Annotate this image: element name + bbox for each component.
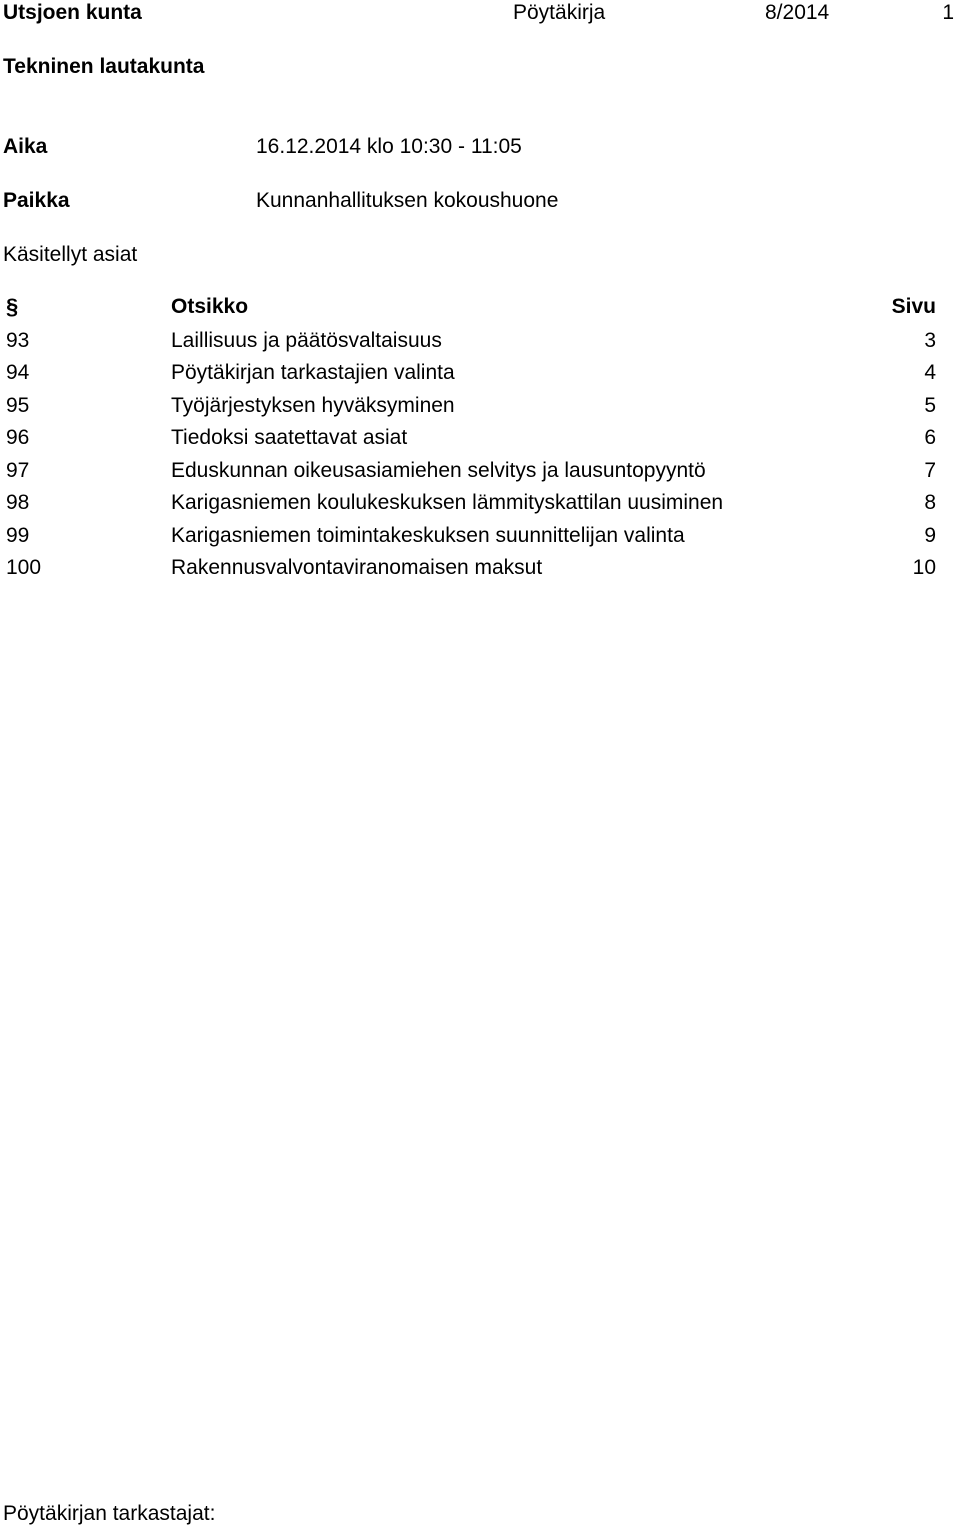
page-reference: 4 xyxy=(924,361,936,384)
time-value: 16.12.2014 klo 10:30 - 11:05 xyxy=(256,135,522,158)
agenda-table xyxy=(0,295,946,589)
section-number: 95 xyxy=(6,393,30,417)
page-reference: 8 xyxy=(924,491,936,514)
table-body xyxy=(0,329,946,581)
document-number: 8/2014 xyxy=(765,1,830,24)
agenda-item-title: Rakennusvalvontaviranomaisen maksut xyxy=(171,556,543,579)
section-column-header xyxy=(0,295,171,320)
table-header-row xyxy=(0,295,946,320)
document-type: Pöytäkirja xyxy=(513,1,606,24)
time-label: Aika xyxy=(3,135,48,158)
table-row xyxy=(0,491,946,515)
table-row xyxy=(0,459,946,483)
agenda-item-title: Karigasniemen toimintakeskuksen suunnittelijan valinta xyxy=(171,523,685,547)
agenda-item-title: Tiedoksi saatettavat asiat xyxy=(171,426,408,449)
table-row xyxy=(0,394,946,418)
section-sign-icon: § xyxy=(6,294,19,319)
page-reference: 10 xyxy=(912,556,936,579)
title-column-header: Otsikko xyxy=(171,295,249,318)
page-number: 1 xyxy=(942,1,954,24)
page-reference: 5 xyxy=(924,393,936,417)
section-number: 96 xyxy=(6,426,30,449)
reviewers-label: Pöytäkirjan tarkastajat: xyxy=(3,1502,216,1525)
agenda-item-title: Eduskunnan oikeusasiamiehen selvitys ja lausuntopyyntö xyxy=(171,458,706,482)
items-heading: Käsitellyt asiat xyxy=(3,243,138,266)
agenda-item-title: Laillisuus ja päätösvaltaisuus xyxy=(171,328,442,352)
section-number: 94 xyxy=(6,361,30,384)
page-reference: 7 xyxy=(924,458,936,482)
section-number: 99 xyxy=(6,523,30,547)
board-name: Tekninen lautakunta xyxy=(3,55,205,78)
page-reference: 9 xyxy=(924,523,936,547)
page-reference: 3 xyxy=(924,328,936,352)
section-number: 98 xyxy=(6,491,30,514)
page-column-header: Sivu xyxy=(891,295,936,318)
page-reference: 6 xyxy=(924,426,936,449)
agenda-item-title: Työjärjestyksen hyväksyminen xyxy=(171,393,455,417)
org-name: Utsjoen kunta xyxy=(3,1,142,24)
table-row xyxy=(0,329,946,353)
place-value: Kunnanhallituksen kokoushuone xyxy=(256,189,559,212)
table-row xyxy=(0,426,946,450)
table-row xyxy=(0,556,946,580)
agenda-item-title: Karigasniemen koulukeskuksen lämmityskattilan uusiminen xyxy=(171,491,724,514)
agenda-item-title: Pöytäkirjan tarkastajien valinta xyxy=(171,361,455,384)
table-row xyxy=(0,361,946,385)
table-row xyxy=(0,524,946,548)
section-number: 97 xyxy=(6,458,30,482)
section-number: 100 xyxy=(6,556,42,579)
place-label: Paikka xyxy=(3,189,70,212)
section-number: 93 xyxy=(6,328,30,352)
